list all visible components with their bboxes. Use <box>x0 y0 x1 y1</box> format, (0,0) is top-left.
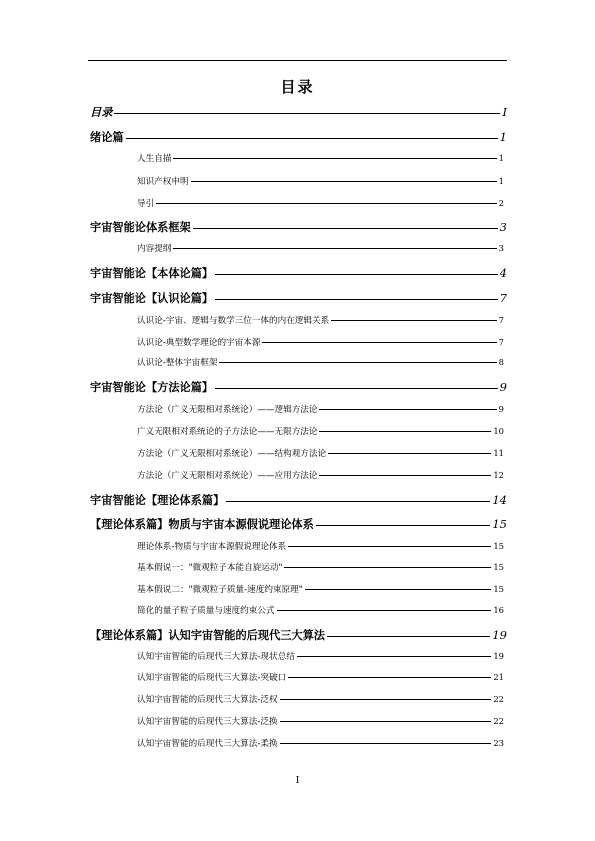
toc-entry-page: 4 <box>499 266 507 280</box>
toc-leader-line <box>305 589 492 590</box>
toc-entry-title: 宇宙智能论【认识论篇】 <box>90 292 214 305</box>
toc-entry-title: 理论体系-物质与宇宙本源假说理论体系 <box>137 542 287 552</box>
toc-entry-title: 宇宙智能论【方法论篇】 <box>90 381 214 394</box>
toc-entry-title: 绪论篇 <box>90 131 124 144</box>
toc-entry-page: 3 <box>498 243 504 253</box>
toc-entry-page: 22 <box>493 694 504 704</box>
toc-entry-chapter[interactable] <box>90 627 507 643</box>
toc-entry-chapter[interactable] <box>90 265 507 281</box>
toc-leader-line <box>262 342 496 343</box>
toc-entry-page: 15 <box>493 584 504 594</box>
toc-entry-title: 【理论体系篇】认知宇宙智能的后现代三大算法 <box>90 629 325 642</box>
toc-leader-line <box>319 431 491 432</box>
toc-leader-line <box>277 610 492 611</box>
toc-entry-page: 2 <box>498 198 504 208</box>
toc-entry-title: 导引 <box>137 199 155 209</box>
toc-entry-page: 19 <box>493 651 504 661</box>
toc-leader-line <box>173 158 496 159</box>
toc-entry-section[interactable] <box>137 356 504 368</box>
toc-entry-title: 方法论（广义无限相对系统论）——逻辑方法论 <box>137 405 318 415</box>
toc-entry-title: 认识论-典型数学理论的宇宙本源 <box>137 338 261 348</box>
toc-leader-line <box>215 388 498 389</box>
toc-entry-title: 认识论-宇宙、逻辑与数学三位一体的内在逻辑关系 <box>137 316 330 326</box>
toc-leader-line <box>327 636 490 637</box>
toc-leader-line <box>316 525 491 526</box>
toc-entry-page: 9 <box>498 404 504 414</box>
toc-entry-section[interactable] <box>137 175 504 187</box>
toc-entry-chapter[interactable] <box>90 379 507 395</box>
toc-entry-section[interactable] <box>137 693 504 705</box>
toc-entry-section[interactable] <box>137 336 504 348</box>
toc-leader-line <box>288 546 491 547</box>
toc-leader-line <box>284 567 491 568</box>
toc-entry-section[interactable] <box>137 469 504 481</box>
toc-leader-line <box>193 228 498 229</box>
toc-entry-section[interactable] <box>137 715 504 727</box>
toc-entry-page: 11 <box>493 448 504 458</box>
toc-entry-section[interactable] <box>137 197 504 209</box>
toc-entry-page: 7 <box>498 337 504 347</box>
toc-leader-line <box>280 743 492 744</box>
toc-entry-page: I <box>502 105 507 119</box>
toc-entry-page: 15 <box>493 562 504 572</box>
toc-entry-title: 宇宙智能论【理论体系篇】 <box>90 494 225 507</box>
toc-leader-line <box>297 656 492 657</box>
toc-entry-title: 宇宙智能论【本体论篇】 <box>90 267 214 280</box>
toc-entry-page: 15 <box>493 541 504 551</box>
toc-entry-chapter[interactable] <box>90 129 507 145</box>
toc-entry-section[interactable] <box>137 314 504 326</box>
toc-entry-title: 宇宙智能论体系框架 <box>90 221 191 234</box>
toc-leader-line <box>280 721 492 722</box>
toc-leader-line <box>331 320 496 321</box>
page-title: 目录 <box>280 78 315 96</box>
toc-entry-section[interactable] <box>137 403 504 415</box>
toc-leader-line <box>215 299 498 300</box>
page-number: I <box>295 776 300 786</box>
toc-entry-chapter[interactable] <box>90 492 507 508</box>
toc-entry-page: 1 <box>498 153 504 163</box>
toc-entry-chapter[interactable] <box>90 290 507 306</box>
toc-entry-title: 认知宇宙智能的后现代三大算法-泛权 <box>137 695 278 705</box>
toc-entry-title: 认知宇宙智能的后现代三大算法-突破口 <box>137 673 287 683</box>
toc-leader-line <box>173 248 496 249</box>
toc-leader-line <box>215 274 498 275</box>
toc-entry-section[interactable] <box>137 242 504 254</box>
toc-entry-title: 基本假说二："微观粒子质量-速度约束原理" <box>137 585 303 595</box>
toc-entry-section[interactable] <box>137 604 504 616</box>
toc-entry-section[interactable] <box>137 447 504 459</box>
toc-entry-page: 14 <box>492 493 507 507</box>
toc-leader-line <box>191 181 497 182</box>
toc-leader-line <box>319 409 496 410</box>
toc-entry-page: 9 <box>499 380 507 394</box>
toc-entry-title: 认知宇宙智能的后现代三大算法-现状总结 <box>137 652 295 662</box>
toc-entry-page: 19 <box>492 628 507 642</box>
toc-leader-line <box>126 138 498 139</box>
toc-entry-page: 7 <box>498 315 504 325</box>
toc-entry-chapter[interactable] <box>90 516 507 532</box>
toc-leader-line <box>156 203 496 204</box>
toc-entry-section[interactable] <box>137 737 504 749</box>
toc-entry-section[interactable] <box>137 583 504 595</box>
toc-entry-page: 1 <box>499 130 507 144</box>
toc-entry-chapter[interactable] <box>90 104 507 120</box>
toc-entry-page: 15 <box>492 517 507 531</box>
toc-leader-line <box>288 677 491 678</box>
toc-entry-title: 基本假说一："微观粒子本能自旋运动" <box>137 563 283 573</box>
toc-entry-title: 【理论体系篇】物质与宇宙本源假说理论体系 <box>90 518 314 531</box>
toc-entry-page: 12 <box>493 470 504 480</box>
toc-entry-page: 7 <box>499 291 507 305</box>
toc-entry-title: 人生自描 <box>137 154 172 164</box>
toc-entry-title: 目录 <box>90 106 113 119</box>
toc-entry-section[interactable] <box>137 561 504 573</box>
toc-entry-title: 知识产权申明 <box>137 177 189 187</box>
toc-entry-page: 21 <box>493 672 504 682</box>
toc-entry-title: 广义无限相对系统论的子方法论——无限方法论 <box>137 427 318 437</box>
toc-entry-title: 简化的量子粒子质量与速度约束公式 <box>137 606 275 616</box>
toc-entry-section[interactable] <box>137 650 504 662</box>
toc-entry-page: 23 <box>493 738 504 748</box>
toc-leader-line <box>114 113 500 114</box>
toc-entry-title: 认知宇宙智能的后现代三大算法-柔换 <box>137 739 278 749</box>
toc-entry-title: 方法论（广义无限相对系统论）——结构观方法论 <box>137 449 327 459</box>
toc-entry-section[interactable] <box>137 671 504 683</box>
toc-entry-title: 认知宇宙智能的后现代三大算法-泛换 <box>137 717 278 727</box>
toc-entry-section[interactable] <box>137 540 504 552</box>
toc-entry-page: 3 <box>499 220 507 234</box>
toc-entry-title: 方法论（广义无限相对系统论）——应用方法论 <box>137 471 318 481</box>
toc-entry-title: 内容提纲 <box>137 244 172 254</box>
toc-leader-line <box>319 475 491 476</box>
toc-entry-page: 16 <box>493 605 504 615</box>
toc-entry-page: 8 <box>498 357 504 367</box>
toc-entry-page: 22 <box>493 716 504 726</box>
toc-leader-line <box>280 699 492 700</box>
toc-entry-chapter[interactable] <box>90 219 507 235</box>
toc-leader-line <box>226 501 490 502</box>
toc-entry-page: 1 <box>498 176 504 186</box>
toc-leader-line <box>328 453 491 454</box>
toc-entry-section[interactable] <box>137 152 504 164</box>
toc-entry-section[interactable] <box>137 425 504 437</box>
toc-entry-title: 认识论-整体宇宙框架 <box>137 358 218 368</box>
toc-leader-line <box>219 362 496 363</box>
toc-entry-page: 10 <box>493 426 504 436</box>
